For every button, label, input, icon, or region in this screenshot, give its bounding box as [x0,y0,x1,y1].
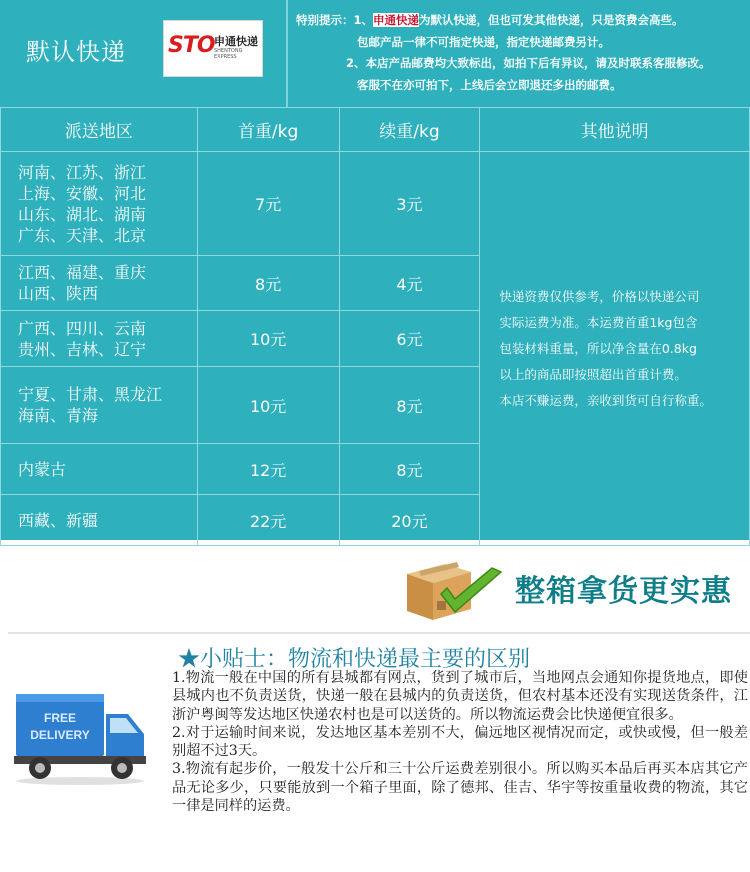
region-line: 西藏、新疆 [18,510,99,530]
sto-express-logo [163,20,263,77]
region-line: 广西、四川、云南 [18,318,147,338]
first-weight-cell: 22元 [197,495,339,546]
region-cell [1,256,198,311]
header-extra-weight: 续重/kg [339,108,480,152]
shipping-header [0,0,750,107]
region-line: 山东、湖北、湖南 [18,204,147,224]
region-cell [1,367,198,444]
bulk-order-text: 整箱拿货更实惠 [515,574,732,609]
extra-weight-cell: 20元 [339,495,480,546]
header-first-weight: 首重/kg [197,108,339,152]
region-line: 宁夏、甘肃、黑龙江 [18,385,163,404]
note-line: 本店不赚运费，亲收到货可自行称重。 [499,392,712,408]
tips-title-text: 小贴士：物流和快递最主要的区别 [200,647,531,672]
note-line: 实际运费为准。本运费首重1kg包含 [499,314,698,330]
default-courier-label: 默认快递 [26,38,126,66]
note-line: 以上的商品即按照超出首重计费。 [499,366,687,382]
first-weight-cell: 10元 [197,367,339,444]
region-line: 海南、青海 [18,406,99,425]
extra-weight-cell: 8元 [339,367,480,444]
truck-delivery-text: DELIVERY [30,728,90,742]
table-row [1,152,750,256]
notice-line-1 [296,10,748,32]
notice-line-1-prefix: 特别提示：1、 [296,13,374,27]
package-check-icon [397,556,505,624]
region-cell [1,311,198,367]
tips-paragraph: 2.对于运输时间来说，发达地区基本差别不大，偏远地区视情况而定，或快或慢，但一般差别超不过3天。 [172,724,748,760]
region-line: 上海、安徽、河北 [18,183,147,203]
region-cell [1,152,198,256]
region-cell [1,444,198,495]
first-weight-cell: 10元 [197,311,339,367]
table-header-row [1,108,750,152]
notice-line-3: 2、本店产品邮费均大致标出，如拍下后有异议，请及时联系客服修改。 [346,56,711,70]
extra-weight-cell: 6元 [339,311,480,367]
region-cell [1,495,198,546]
first-weight-cell: 12元 [197,444,339,495]
region-line: 广东、天津、北京 [18,225,147,245]
tips-paragraph: 1.物流一般在中国的所有县城都有网点，货到了城市后，当地网点会通知你提货地点，即使县城内也不负责送货，快递一般在县城内的负责送货，但农村基本还没有实现送货条件，江浙沪粤闽等发达地区快递农村也是可以送货的。所以物流运费会比快递便宜很多。 [172,670,748,723]
header-divider [286,0,288,107]
region-line: 山西、陕西 [18,284,99,303]
note-line: 快递资费仅供参考，价格以快递公司 [499,288,700,304]
note-line: 包装材料重量，所以净含量在0.8kg [499,340,697,356]
region-line: 内蒙古 [18,459,67,479]
region-line: 贵州、吉林、辽宁 [18,339,147,359]
header-notes: 其他说明 [480,108,750,152]
star-icon: ★ [178,647,201,672]
truck-free-text: FREE [43,711,77,725]
shipping-rate-table [0,107,750,546]
notes-cell [480,152,750,546]
region-line: 江西、福建、重庆 [18,263,147,282]
extra-weight-cell: 3元 [339,152,480,256]
tips-body [172,669,748,815]
first-weight-cell: 7元 [197,152,339,256]
notice-courier-highlight: 申通快递 [373,13,420,27]
tips-paragraph: 3.物流有起步价，一般发十公斤和三十公斤运费差别很小。所以购买本品后再买本店其它产品无论多少，只要能放到一个箱子里面，除了德邦、佳吉、华宇等按重量收费的物流，其它一律是同样的运费。 [172,761,748,815]
region-line: 河南、江苏、浙江 [18,162,147,182]
header-region: 派送地区 [1,108,198,152]
section-divider [8,632,750,634]
delivery-truck-icon [10,688,150,788]
extra-weight-cell: 8元 [339,444,480,495]
special-notice [296,10,748,96]
first-weight-cell: 8元 [197,256,339,311]
notice-line-4: 客服不在亦可拍下，上线后会立即退还多出的邮费。 [357,77,622,92]
logo-chinese-name: 申通快递 [214,35,258,48]
notice-line-1-suffix: 为默认快递，但也可发其他快递，只是资费会高些。 [419,13,684,27]
logo-english-name: SHENTONG EXPRESS [214,48,243,60]
notice-line-2: 包邮产品一律不可指定快递，指定快递邮费另计。 [357,34,610,49]
logo-brand-text: STO [168,33,215,58]
extra-weight-cell: 4元 [339,256,480,311]
